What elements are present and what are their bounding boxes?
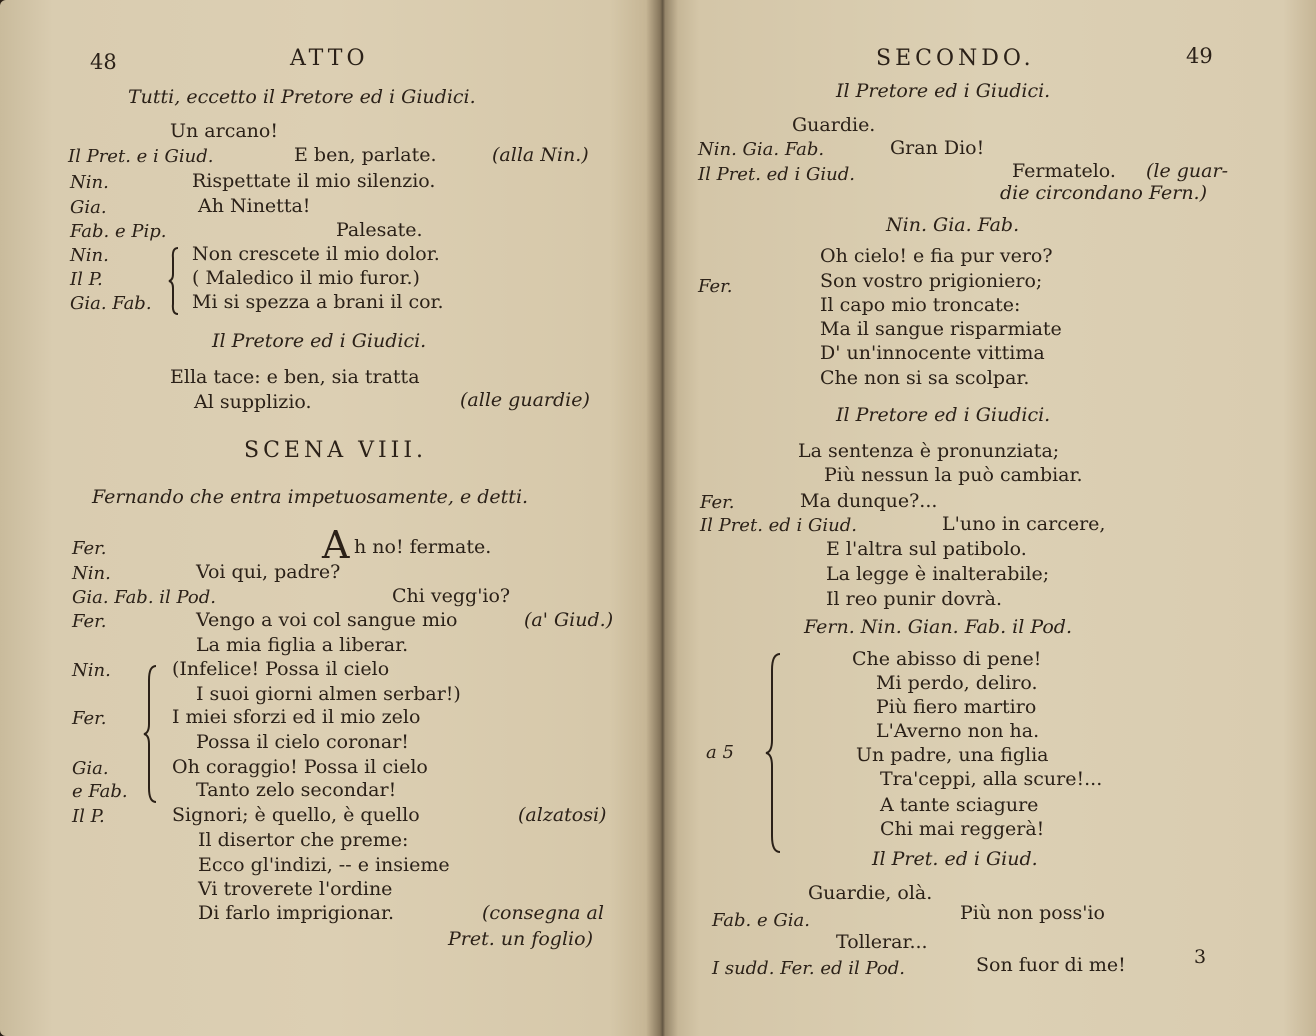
verse-line: Il disertor che preme: — [198, 829, 409, 851]
verse-line: Mi perdo, deliro. — [876, 672, 1038, 694]
verse-line: L'uno in carcere, — [942, 513, 1106, 535]
verse-line: Al supplizio. — [194, 391, 312, 413]
drop-initial: A — [322, 523, 350, 567]
verse-line: Chi mai reggerà! — [880, 818, 1045, 840]
verse-line: E l'altra sul patibolo. — [826, 538, 1027, 560]
verse-line: Il reo punir dovrà. — [826, 588, 1003, 610]
speaker: Il P. — [70, 269, 103, 290]
verse-line: Voi qui, padre? — [196, 561, 341, 583]
speaker: Il P. — [72, 806, 105, 827]
verse-line: Son fuor di me! — [976, 954, 1126, 976]
speaker: Fab. e Gia. — [712, 910, 810, 931]
speaker: Nin. — [70, 172, 109, 193]
verse-line: La mia figlia a liberar. — [196, 634, 409, 656]
stage-direction: Fern. Nin. Gian. Fab. il Pod. — [804, 616, 1073, 638]
verse-line: Ma il sangue risparmiate — [820, 318, 1062, 340]
speaker: Gia. Fab. il Pod. — [72, 587, 216, 608]
verse-line: Tanto zelo secondar! — [196, 779, 397, 801]
verse-line: Più non poss'io — [960, 902, 1105, 924]
verse-line: E ben, parlate. — [294, 144, 437, 166]
speaker: Nin. Gia. Fab. — [698, 139, 825, 160]
verse-line: L'Averno non ha. — [876, 720, 1040, 742]
speaker: e Fab. — [72, 781, 128, 802]
speaker: Fer. — [698, 276, 733, 297]
page-number: 49 — [1186, 44, 1213, 68]
verse-line: Vengo a voi col sangue mio — [196, 609, 458, 631]
verse-line: Signori; è quello, è quello — [172, 804, 420, 826]
verse-line: A tante sciagure — [880, 794, 1039, 816]
verse-line: Fermatelo. — [1012, 160, 1116, 182]
verse-line: Chi vegg'io? — [392, 585, 511, 607]
speaker: Il Pret. e i Giud. — [68, 146, 214, 167]
signature-mark: 3 — [1194, 946, 1207, 968]
speaker: Gia. — [72, 758, 109, 779]
verse-line: Mi si spezza a brani il cor. — [192, 291, 444, 313]
stage-direction: Il Pret. ed i Giud. — [872, 848, 1038, 870]
stage-note: (consegna al — [482, 902, 604, 924]
stage-note: Pret. un foglio) — [448, 928, 593, 950]
verse-line: Un arcano! — [170, 120, 278, 142]
stage-note: (a' Giud.) — [524, 609, 614, 631]
stage-direction: Tutti, eccetto il Pretore ed i Giudici. — [128, 86, 476, 108]
verse-line: Tollerar... — [836, 931, 928, 953]
running-head: ATTO — [290, 46, 369, 71]
speaker: Fer. — [72, 538, 107, 559]
verse-line: Non crescete il mio dolor. — [192, 243, 440, 265]
verse-line: (Infelice! Possa il cielo — [172, 658, 390, 680]
verse-line: Che abisso di pene! — [852, 648, 1042, 670]
speaker: Fer. — [700, 492, 735, 513]
brace-icon — [168, 246, 184, 316]
verse-line: La legge è inalterabile; — [826, 563, 1050, 585]
stage-direction: Il Pretore ed i Giudici. — [836, 404, 1051, 426]
verse-line: Il capo mio troncate: — [820, 294, 1021, 316]
speaker: Gia. — [70, 197, 107, 218]
verse-line: Ella tace: e ben, sia tratta — [170, 366, 420, 388]
verse-line: I suoi giorni almen serbar!) — [196, 683, 461, 705]
verse-line: Ah Ninetta! — [198, 195, 311, 217]
speaker: Fer. — [72, 708, 107, 729]
stage-direction: Il Pretore ed i Giudici. — [212, 330, 427, 352]
stage-note: die circondano Fern.) — [1000, 182, 1208, 204]
speaker: Il Pret. ed i Giud. — [700, 515, 857, 536]
brace-icon — [142, 664, 162, 804]
speaker: Fab. e Pip. — [70, 221, 167, 242]
verse-line: Palesate. — [336, 219, 423, 241]
verse-line: ( Maledico il mio furor.) — [192, 267, 420, 289]
verse-line: Che non si sa scolpar. — [820, 367, 1030, 389]
speaker: Nin. — [70, 245, 109, 266]
verse-line: Un padre, una figlia — [856, 744, 1049, 766]
stage-note: (alzatosi) — [518, 804, 607, 826]
speaker: Gia. Fab. — [70, 293, 152, 314]
verse-line: Di farlo imprigionar. — [198, 902, 395, 924]
verse-line: Gran Dio! — [890, 137, 985, 159]
page-number: 48 — [90, 50, 117, 74]
verse-line: Oh coraggio! Possa il cielo — [172, 756, 428, 778]
scene-heading: SCENA VIII. — [244, 438, 428, 463]
scene-direction: Fernando che entra impetuosamente, e detti. — [92, 486, 529, 508]
verse-line: h no! fermate. — [354, 536, 492, 558]
speaker: I sudd. Fer. ed il Pod. — [712, 958, 905, 979]
stage-note: (alla Nin.) — [492, 144, 589, 166]
stage-note: (le guar- — [1146, 160, 1229, 182]
verse-line: Più fiero martiro — [876, 696, 1037, 718]
verse-line: Guardie. — [792, 114, 876, 136]
verse-line: I miei sforzi ed il mio zelo — [172, 706, 421, 728]
verse-line: La sentenza è pronunziata; — [798, 440, 1060, 462]
verse-line: Oh cielo! e fia pur vero? — [820, 245, 1053, 267]
verse-line: Son vostro prigioniero; — [820, 270, 1043, 292]
verse-line: Tra'ceppi, alla scure!... — [880, 768, 1103, 790]
verse-line: Guardie, olà. — [808, 882, 933, 904]
verse-line: Vi troverete l'ordine — [198, 878, 393, 900]
brace-icon — [764, 652, 786, 854]
speaker: Il Pret. ed i Giud. — [698, 164, 855, 185]
stage-direction: Il Pretore ed i Giudici. — [836, 80, 1051, 102]
verse-line: Ma dunque?... — [800, 490, 938, 512]
verse-line: Possa il cielo coronar! — [196, 731, 409, 753]
speaker: Nin. — [72, 563, 111, 584]
verse-line: Ecco gl'indizi, -- e insieme — [198, 854, 450, 876]
stage-note: (alle guardie) — [460, 389, 590, 411]
right-page — [660, 0, 1316, 1036]
verse-line: Più nessun la può cambiar. — [824, 464, 1083, 486]
speaker: Nin. — [72, 660, 111, 681]
stage-direction: Nin. Gia. Fab. — [886, 214, 1020, 236]
verse-line: D' un'innocente vittima — [820, 342, 1045, 364]
verse-line: Rispettate il mio silenzio. — [192, 170, 436, 192]
speaker: Fer. — [72, 611, 107, 632]
book-gutter — [646, 0, 678, 1036]
speaker: a 5 — [706, 742, 734, 763]
running-head: SECONDO. — [876, 46, 1035, 71]
